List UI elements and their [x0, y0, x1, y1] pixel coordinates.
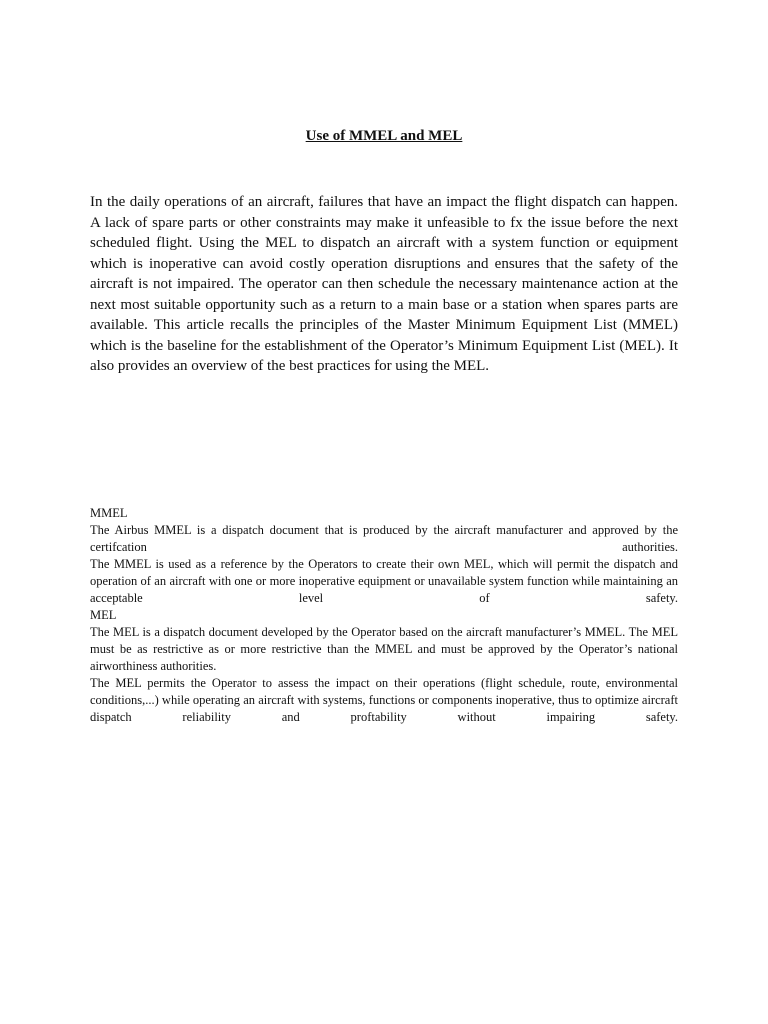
mmel-paragraph-2: The MMEL is used as a reference by the Operators to create their own MEL, which will permit the dispatch and operation of an aircraft with one or more inoperative equipment or unavailable system function while maintaining an acceptable level of safety. [90, 557, 678, 605]
intro-paragraph: In the daily operations of an aircraft, failures that have an impact the flight dispatch can happen. A lack of spare parts or other constraints may make it unfeasible to fx the issue before the next scheduled flight. Using the MEL to dispatch an aircraft with a system function or equipment which is inoperative can avoid costly operation disruptions and ensures that the safety of the aircraft is not impaired. The operator can then schedule the necessary maintenance action at the next most suitable opportunity such as a return to a main base or a station when spares parts are available. This article recalls the principles of the Master Minimum Equipment List (MMEL) which is the baseline for the establishment of the Operator’s Minimum Equipment List (MEL). It also provides an overview of the best practices for using the MEL. [90, 194, 678, 374]
mmel-paragraph-1: The Airbus MMEL is a dispatch document that is produced by the aircraft manufacturer and approved by the certifcation authorities. [90, 523, 678, 554]
mel-paragraph-2: The MEL permits the Operator to assess the impact on their operations (flight schedule, route, environmental conditions,...) while operating an aircraft with systems, functions or components inoperative, thus to optimize aircraft dispatch reliability and proftability without impairing safety. [90, 676, 678, 724]
mel-heading: MEL [90, 608, 117, 622]
mel-paragraph-1: The MEL is a dispatch document developed by the Operator based on the aircraft manufacturer’s MMEL. The MEL must be as restrictive as or more restrictive than the MMEL and must be approved by the Operator’s national airworthiness authorities. [90, 625, 678, 673]
document-title: Use of MMEL and MEL [305, 128, 463, 144]
definitions-section [90, 505, 678, 726]
mmel-heading: MMEL [90, 506, 128, 520]
